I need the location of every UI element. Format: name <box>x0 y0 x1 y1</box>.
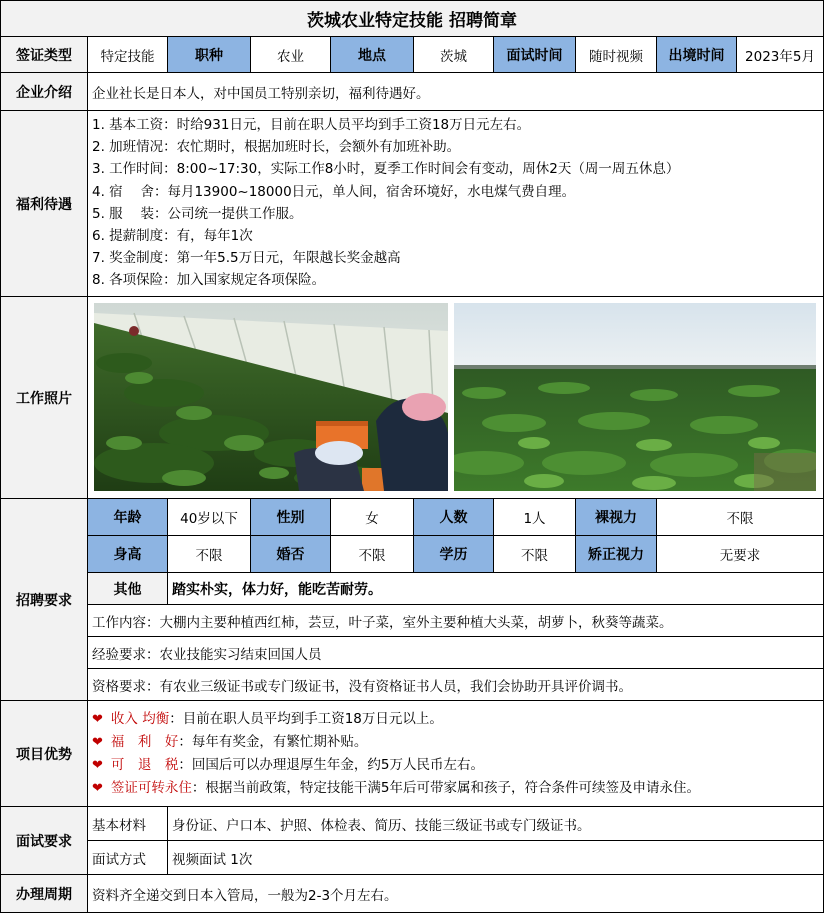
job-label: 职种 <box>168 37 251 73</box>
company-label: 企业介绍 <box>1 73 88 111</box>
benefit-item: 2. 加班情况：农忙期时，根据加班时长，会额外有加班补助。 <box>92 139 461 156</box>
advantage-text: ：目前在职人员平均到手工资18万日元以上。 <box>169 711 443 727</box>
location-label: 地点 <box>331 37 414 73</box>
advantage-key: 收入 均衡 <box>110 711 170 727</box>
other-value: 踏实朴实，体力好，能吃苦耐劳。 <box>168 573 823 605</box>
heart-icon: ❤ <box>92 712 103 727</box>
advantage-text: ：每年有奖金，有繁忙期补贴。 <box>178 734 368 750</box>
heart-icon: ❤ <box>92 781 103 796</box>
location-value: 茨城 <box>414 37 494 73</box>
interview-time-label: 面试时间 <box>494 37 576 73</box>
advantage-key: 福 利 好 <box>110 734 179 750</box>
benefit-item: 1. 基本工资：时给931日元，目前在职人员平均到手工资18万日元左右。 <box>92 117 531 133</box>
count-label: 人数 <box>414 499 494 536</box>
work-content: 工作内容：大棚内主要种植西红柿，芸豆，叶子菜，室外主要种植大头菜，胡萝卜，秋葵等蔬菜。 <box>88 605 823 637</box>
requirements-label: 招聘要求 <box>1 499 88 701</box>
benefit-item: 3. 工作时间：8:00~17:30，实际工作8小时，夏季工作时间会有变动，周休2天（周一周五休息） <box>92 161 680 178</box>
page-title: 茨城农业特定技能 招聘简章 <box>1 1 823 37</box>
advantage-item <box>92 754 823 777</box>
interview-label: 面试要求 <box>1 807 88 875</box>
education-value: 不限 <box>494 536 576 573</box>
benefit-item: 8. 各项保险：加入国家规定各项保险。 <box>92 272 326 289</box>
interview-time-value: 随时视频 <box>576 37 657 73</box>
benefit-item: 7. 奖金制度：第一年5.5万日元，年限越长奖金越高 <box>92 250 401 267</box>
height-value: 不限 <box>168 536 251 573</box>
naked-vision-label: 裸视力 <box>576 499 657 536</box>
experience-requirement: 经验要求：农业技能实习结束回国人员 <box>88 637 823 669</box>
benefit-item: 5. 服 装：公司统一提供工作服。 <box>92 205 303 222</box>
age-label: 年龄 <box>88 499 168 536</box>
benefits-label: 福利待遇 <box>1 111 88 297</box>
advantage-item <box>92 777 823 800</box>
method-label: 面试方式 <box>88 841 168 875</box>
advantages-list <box>88 701 823 807</box>
greenhouse-photo <box>94 303 448 491</box>
visa-type-label: 签证类型 <box>1 37 88 73</box>
gender-value: 女 <box>331 499 414 536</box>
advantage-key: 签证可转永住 <box>110 780 192 796</box>
advantage-text: ：回国后可以办理退厚生年金，约5万人民币左右。 <box>178 757 484 773</box>
photos-label: 工作照片 <box>1 297 88 499</box>
advantage-item <box>92 708 823 731</box>
naked-vision-value: 不限 <box>657 499 823 536</box>
corrected-vision-label: 矫正视力 <box>576 536 657 573</box>
period-text: 资料齐全递交到日本入管局，一般为2-3个月左右。 <box>92 887 398 904</box>
materials-value: 身份证、户口本、护照、体检表、简历、技能三级证书或专门级证书。 <box>168 807 823 841</box>
other-label: 其他 <box>88 573 168 605</box>
marriage-value: 不限 <box>331 536 414 573</box>
materials-label: 基本材料 <box>88 807 168 841</box>
departure-value: 2023年5月 <box>737 37 823 73</box>
advantage-item <box>92 731 823 754</box>
departure-label: 出境时间 <box>657 37 737 73</box>
job-value: 农业 <box>251 37 331 73</box>
photos-cell <box>88 297 823 499</box>
advantages-label: 项目优势 <box>1 701 88 807</box>
visa-type-value: 特定技能 <box>88 37 168 73</box>
benefits-list <box>88 111 823 297</box>
education-label: 学历 <box>414 536 494 573</box>
field-photo <box>454 303 816 491</box>
count-value: 1人 <box>494 499 576 536</box>
period-label: 办理周期 <box>1 875 88 912</box>
qualification-requirement: 资格要求：有农业三级证书或专门级证书，没有资格证书人员，我们会协助开具评价调书。 <box>88 669 823 701</box>
age-value: 40岁以下 <box>168 499 251 536</box>
height-label: 身高 <box>88 536 168 573</box>
advantage-key: 可 退 税 <box>110 757 179 773</box>
gender-label: 性别 <box>251 499 331 536</box>
marriage-label: 婚否 <box>251 536 331 573</box>
heart-icon: ❤ <box>92 758 103 773</box>
company-text: 企业社长是日本人，对中国员工特别亲切，福利待遇好。 <box>88 73 823 111</box>
benefit-item: 4. 宿 舍：每月13900~18000日元，单人间，宿舍环境好，水电煤气费自理。 <box>92 183 576 200</box>
advantage-text: ：根据当前政策，特定技能干满5年后可带家属和孩子，符合条件可续签及申请永住。 <box>191 780 700 796</box>
heart-icon: ❤ <box>92 735 103 750</box>
corrected-vision-value: 无要求 <box>657 536 823 573</box>
benefit-item: 6. 提薪制度：有，每年1次 <box>92 228 253 245</box>
method-value: 视频面试 1次 <box>168 841 823 875</box>
